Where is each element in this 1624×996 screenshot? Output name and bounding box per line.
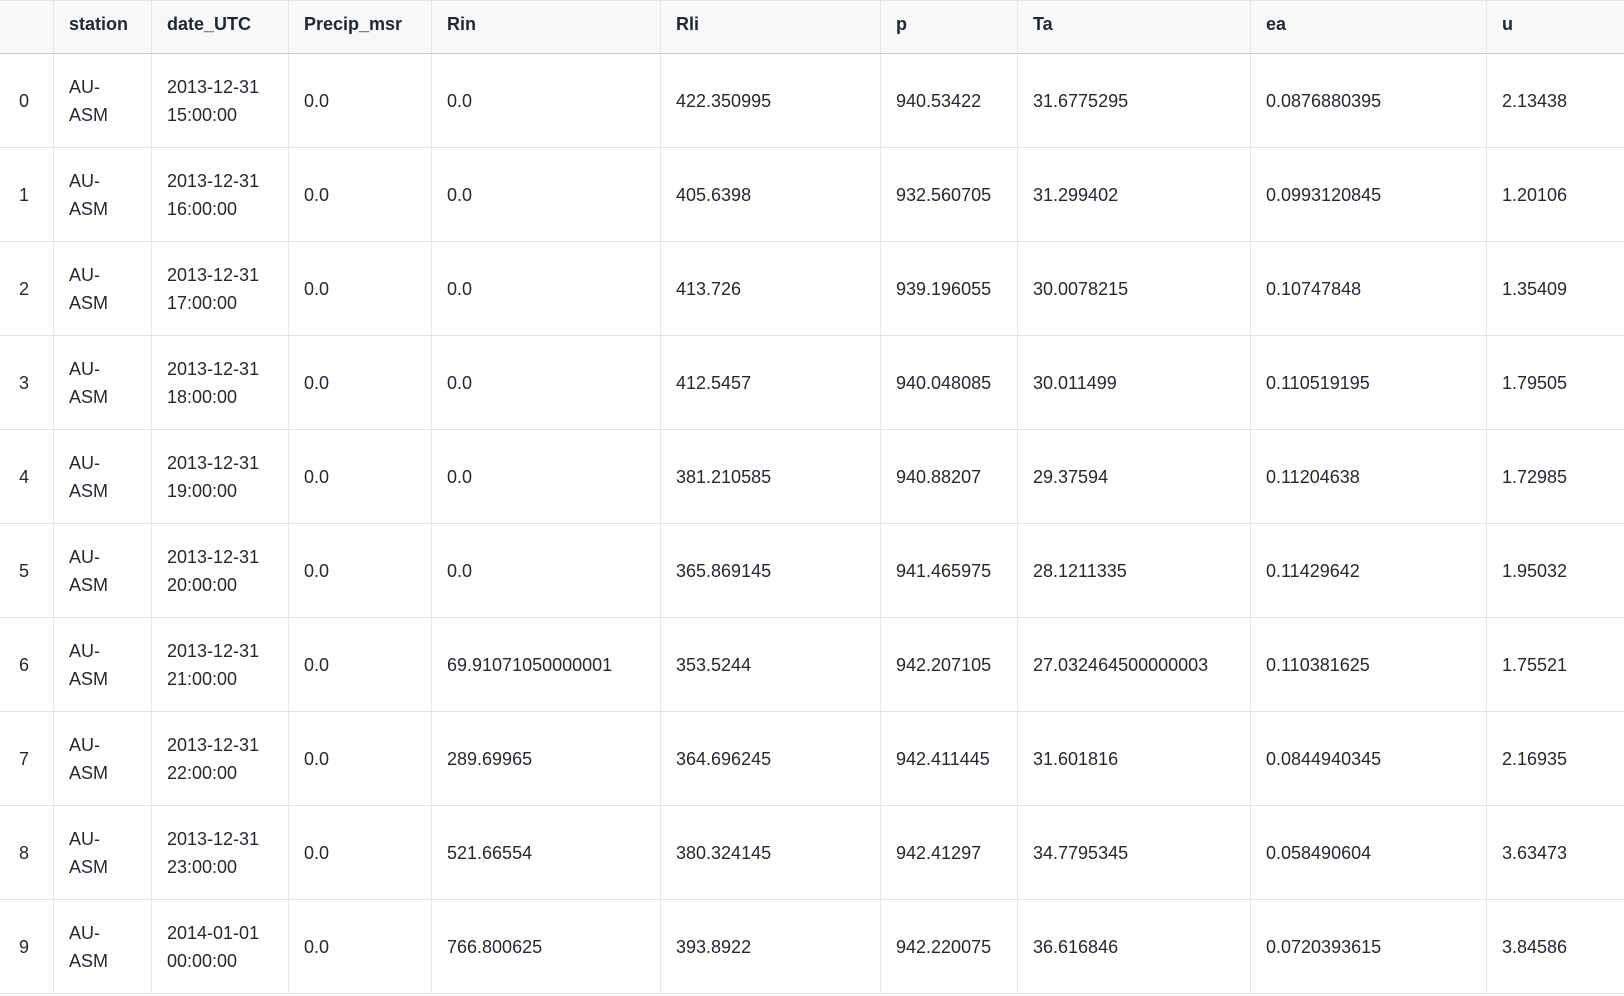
cell-u: 1.75521 [1487,618,1624,712]
cell-Ta: 36.616846 [1018,900,1251,994]
table-row [0,336,1624,430]
cell-Precip_msr: 0.0 [289,900,432,994]
cell-Rin: 0.0 [432,336,661,430]
table-row [0,430,1624,524]
table-body [0,54,1624,994]
cell-Rin: 0.0 [432,54,661,148]
column-header-date_UTC: date_UTC [152,0,289,54]
column-header-Rli: Rli [661,0,881,54]
cell-Ta: 31.299402 [1018,148,1251,242]
row-index: 0 [0,54,54,148]
cell-Rin: 0.0 [432,524,661,618]
cell-date_UTC: 2013-12-31 22:00:00 [152,712,289,806]
cell-Ta: 28.1211335 [1018,524,1251,618]
column-header-Precip_msr: Precip_msr [289,0,432,54]
cell-u: 3.84586 [1487,900,1624,994]
cell-ea: 0.0844940345 [1251,712,1487,806]
row-index: 4 [0,430,54,524]
cell-station: AU-ASM [54,336,152,430]
cell-Rin: 0.0 [432,148,661,242]
cell-p: 940.88207 [881,430,1018,524]
cell-Precip_msr: 0.0 [289,54,432,148]
table-header [0,0,1624,54]
cell-station: AU-ASM [54,712,152,806]
column-header-u: u [1487,0,1624,54]
cell-u: 1.79505 [1487,336,1624,430]
table-row [0,712,1624,806]
cell-station: AU-ASM [54,242,152,336]
cell-date_UTC: 2013-12-31 19:00:00 [152,430,289,524]
cell-u: 1.95032 [1487,524,1624,618]
cell-p: 942.411445 [881,712,1018,806]
cell-Rli: 422.350995 [661,54,881,148]
cell-Rli: 381.210585 [661,430,881,524]
cell-Precip_msr: 0.0 [289,242,432,336]
cell-Ta: 30.0078215 [1018,242,1251,336]
cell-ea: 0.110381625 [1251,618,1487,712]
table-row [0,54,1624,148]
table-row [0,900,1624,994]
cell-Rli: 353.5244 [661,618,881,712]
table-row [0,148,1624,242]
cell-Precip_msr: 0.0 [289,430,432,524]
cell-Rli: 364.696245 [661,712,881,806]
cell-u: 2.13438 [1487,54,1624,148]
row-index: 2 [0,242,54,336]
cell-station: AU-ASM [54,430,152,524]
cell-ea: 0.0720393615 [1251,900,1487,994]
cell-station: AU-ASM [54,148,152,242]
cell-p: 939.196055 [881,242,1018,336]
cell-Rin: 0.0 [432,242,661,336]
cell-p: 932.560705 [881,148,1018,242]
cell-Rli: 412.5457 [661,336,881,430]
cell-ea: 0.0876880395 [1251,54,1487,148]
cell-date_UTC: 2013-12-31 18:00:00 [152,336,289,430]
cell-Rin: 0.0 [432,430,661,524]
cell-date_UTC: 2013-12-31 17:00:00 [152,242,289,336]
cell-ea: 0.10747848 [1251,242,1487,336]
table-row [0,618,1624,712]
cell-Ta: 29.37594 [1018,430,1251,524]
column-header-station: station [54,0,152,54]
column-header-ea: ea [1251,0,1487,54]
cell-Rli: 380.324145 [661,806,881,900]
cell-ea: 0.11204638 [1251,430,1487,524]
cell-station: AU-ASM [54,618,152,712]
cell-station: AU-ASM [54,806,152,900]
column-header-p: p [881,0,1018,54]
row-index: 1 [0,148,54,242]
cell-Rin: 289.69965 [432,712,661,806]
cell-Precip_msr: 0.0 [289,806,432,900]
cell-date_UTC: 2014-01-01 00:00:00 [152,900,289,994]
table-row [0,806,1624,900]
cell-Precip_msr: 0.0 [289,618,432,712]
cell-Precip_msr: 0.0 [289,148,432,242]
cell-u: 1.20106 [1487,148,1624,242]
index-column-header [0,0,54,54]
cell-p: 942.207105 [881,618,1018,712]
cell-u: 1.35409 [1487,242,1624,336]
column-header-Rin: Rin [432,0,661,54]
row-index: 3 [0,336,54,430]
cell-Rin: 521.66554 [432,806,661,900]
cell-date_UTC: 2013-12-31 16:00:00 [152,148,289,242]
cell-Rin: 69.91071050000001 [432,618,661,712]
cell-station: AU-ASM [54,524,152,618]
cell-date_UTC: 2013-12-31 23:00:00 [152,806,289,900]
row-index: 5 [0,524,54,618]
cell-Ta: 30.011499 [1018,336,1251,430]
cell-Ta: 31.6775295 [1018,54,1251,148]
table-row [0,242,1624,336]
column-header-Ta: Ta [1018,0,1251,54]
cell-u: 3.63473 [1487,806,1624,900]
cell-ea: 0.058490604 [1251,806,1487,900]
cell-station: AU-ASM [54,900,152,994]
cell-station: AU-ASM [54,54,152,148]
cell-Ta: 34.7795345 [1018,806,1251,900]
row-index: 9 [0,900,54,994]
cell-u: 2.16935 [1487,712,1624,806]
cell-Rli: 393.8922 [661,900,881,994]
cell-p: 940.048085 [881,336,1018,430]
row-index: 8 [0,806,54,900]
cell-ea: 0.11429642 [1251,524,1487,618]
cell-Precip_msr: 0.0 [289,712,432,806]
cell-Rin: 766.800625 [432,900,661,994]
cell-date_UTC: 2013-12-31 15:00:00 [152,54,289,148]
row-index: 7 [0,712,54,806]
cell-Ta: 27.032464500000003 [1018,618,1251,712]
cell-p: 941.465975 [881,524,1018,618]
cell-Ta: 31.601816 [1018,712,1251,806]
cell-Rli: 413.726 [661,242,881,336]
cell-u: 1.72985 [1487,430,1624,524]
cell-date_UTC: 2013-12-31 20:00:00 [152,524,289,618]
cell-Precip_msr: 0.0 [289,336,432,430]
cell-Rli: 365.869145 [661,524,881,618]
cell-Precip_msr: 0.0 [289,524,432,618]
cell-Rli: 405.6398 [661,148,881,242]
table-row [0,524,1624,618]
cell-date_UTC: 2013-12-31 21:00:00 [152,618,289,712]
cell-p: 942.41297 [881,806,1018,900]
cell-p: 942.220075 [881,900,1018,994]
cell-ea: 0.110519195 [1251,336,1487,430]
row-index: 6 [0,618,54,712]
cell-ea: 0.0993120845 [1251,148,1487,242]
cell-p: 940.53422 [881,54,1018,148]
header-row [0,0,1624,54]
